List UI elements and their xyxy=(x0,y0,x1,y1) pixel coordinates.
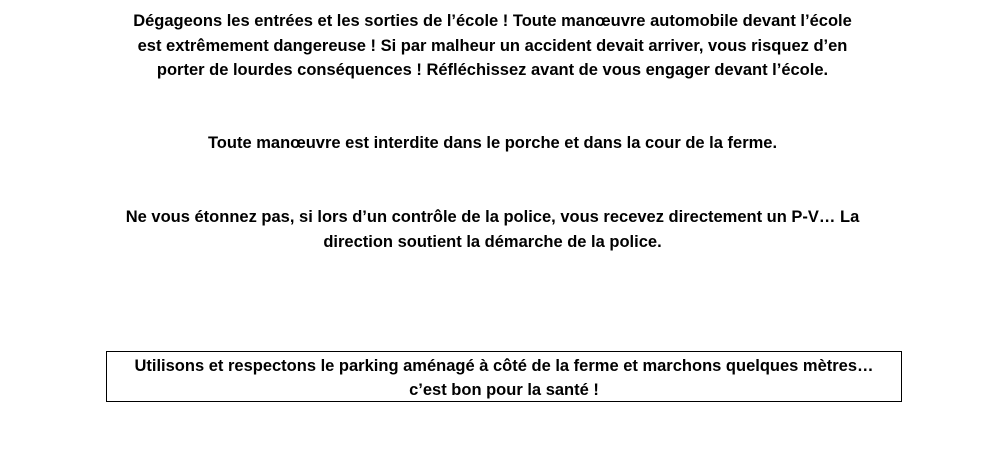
warning-paragraph xyxy=(0,9,985,83)
parking-notice-box xyxy=(106,351,902,402)
warning-line-1: Dégageons les entrées et les sorties de l’école ! Toute manœuvre automobile devant l’école xyxy=(133,12,852,30)
police-paragraph xyxy=(0,205,985,254)
warning-line-3: porter de lourdes conséquences ! Réfléchissez avant de vous engager devant l’école. xyxy=(156,61,829,79)
police-line-2: direction soutient la démarche de la police. xyxy=(323,232,662,251)
prohibition-paragraph: Toute manœuvre est interdite dans le porche et dans la cour de la ferme. xyxy=(207,134,778,152)
warning-line-2: est extrêmement dangereuse ! Si par malheur un accident devait arriver, vous risquez d’en xyxy=(137,36,848,55)
parking-notice-line-2: c’est bon pour la santé ! xyxy=(409,381,599,399)
parking-notice-line-1: Utilisons et respectons le parking aménagé à côté de la ferme et marchons quelques mètres… xyxy=(134,357,874,375)
police-line-1: Ne vous étonnez pas, si lors d’un contrôle de la police, vous recevez directement un P-V… La xyxy=(125,208,860,226)
